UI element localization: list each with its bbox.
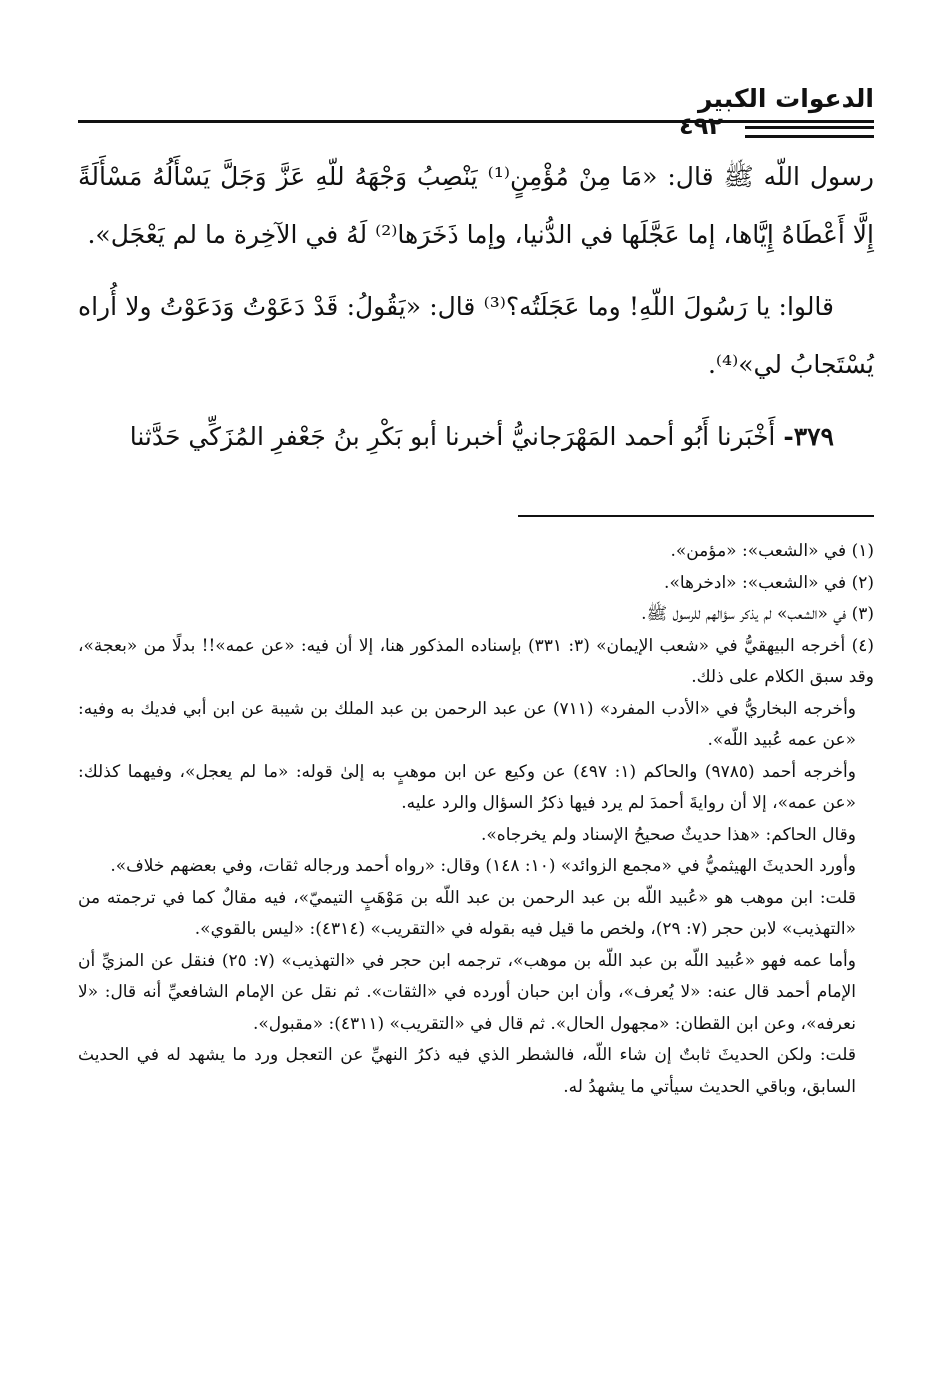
- page-number-rule: [745, 126, 874, 138]
- book-page: [78, 0, 874, 1376]
- footnote-continuation: قلت: ولكن الحديثَ ثابتٌ إن شاء اللّه، فالشطر الذي فيه ذكرُ النهيِّ عن التعجل ورد ما يشهد له في الحديث السابق، وباقي الحديث سيأتي ما يشهدُ له.: [78, 1045, 856, 1097]
- footnote: (٣) في «الشعب» لم يذكر سؤالهم للرسول ﷺ.: [641, 604, 874, 624]
- footnote-continuation: وأما عمه فهو «عُبيد اللّه بن عبد اللّه بن موهب»، ترجمه ابن حجر في «التهذيب» (٧: ٢٥) فنقل عن المزيِّ أن الإمام أحمد قال عنه: «لا يُعرف»، وأن ابن حبان أورده في «الثقات». ثم نقل عن الإمام الشافعيِّ أنه قال: «لا نعرفه»، وعن ابن القطان: «مجهول الحال». ثم قال في «التقريب» (٤٣١١): «مقبول».: [78, 950, 856, 1034]
- footnote: (٢) في «الشعب»: «ادخرها».: [664, 572, 874, 593]
- footnote-continuation: وأورد الحديثَ الهيثميُّ في «مجمع الزوائد» (١٠: ١٤٨) وقال: «رواه أحمد ورجاله ثقات، وفي بعضهم خلاف».: [110, 856, 856, 876]
- main-text: [78, 148, 874, 480]
- main-paragraph: قالوا: يا رَسُولَ اللّهِ! وما عَجَلَتُه؟⁽³⁾ قال: «يَقُولُ: قَدْ دَعَوْتُ وَدَعَوْتُ ولا أُراه يُسْتَجابُ لي»⁽⁴⁾.: [78, 292, 874, 379]
- main-paragraph: رسول اللّه ﷺ قال: «مَا مِنْ مُؤْمِنٍ⁽¹⁾ يَنْصِبُ وَجْهَهُ للّهِ عَزَّ وَجَلَّ يَسْأَلُهُ مَسْأَلَةً إِلَّا أَعْطَاهُ إِيَّاها، إما عَجَّلَها في الدُّنيا، وإما ذَخَرَها⁽²⁾ لَهُ في الآخِرة ما لم يَعْجَل».: [78, 162, 874, 249]
- hadith-number: ٣٧٩-: [783, 422, 834, 451]
- footnote-separator: [518, 515, 874, 517]
- footnote-continuation: وأخرجه البخاريُّ في «الأدب المفرد» (٧١١) عن عبد الرحمن بن عبد الملك بن شيبة عن ابن أبي فديك به وفيه: «عن عمه عُبيد اللّه».: [78, 698, 856, 750]
- footnote-continuation: وأخرجه أحمد (٩٧٨٥) والحاكم (١: ٤٩٧) عن وكيع عن ابن موهبٍ به إلىٰ قوله: «ما لم يعجل»، وفيهما كذلك: «عن عمه»، إلا أن روايةَ أحمدَ لم يرد فيها ذكرُ السؤال والرد عليه.: [78, 761, 856, 813]
- hadith-paragraph: [78, 408, 874, 466]
- footnotes: [78, 536, 874, 1103]
- page-number-group: [679, 110, 874, 140]
- footnote: (١) في «الشعب»: «مؤمن».: [670, 541, 874, 561]
- running-title: الدعوات الكبير: [697, 84, 874, 113]
- page-number: ٤٩٢: [679, 112, 723, 140]
- footnote-continuation: وقال الحاكم: «هذا حديثٌ صحيحُ الإسناد ولم يخرجاه».: [481, 824, 856, 845]
- footnote-continuation: قلت: ابن موهب هو «عُبيد اللّه بن عبد الرحمن بن عبد اللّه بن مَوْهَبٍ التيميّ»، فيه مقالٌ كما في ترجمته من «التهذيب» لابن حجر (٧: ٢٩)، ولخص ما قيل فيه بقوله في «التقريب» (٤٣١٤): «ليس بالقوي».: [78, 887, 856, 939]
- footnote: (٤) أخرجه البيهقيُّ في «شعب الإيمان» (٣: ٣٣١) بإسناده المذكور هنا، إلا أن فيه: «عن عمه»!! بدلًا من «بعجة»، وقد سبق الكلام على ذلك.: [78, 635, 874, 687]
- hadith-isnad: أَخْبَرنا أَبُو أحمد المَهْرَجانيُّ أخبرنا أبو بَكْرِ بنُ جَعْفرِ المُزَكِّي حَدَّثنا: [129, 422, 776, 451]
